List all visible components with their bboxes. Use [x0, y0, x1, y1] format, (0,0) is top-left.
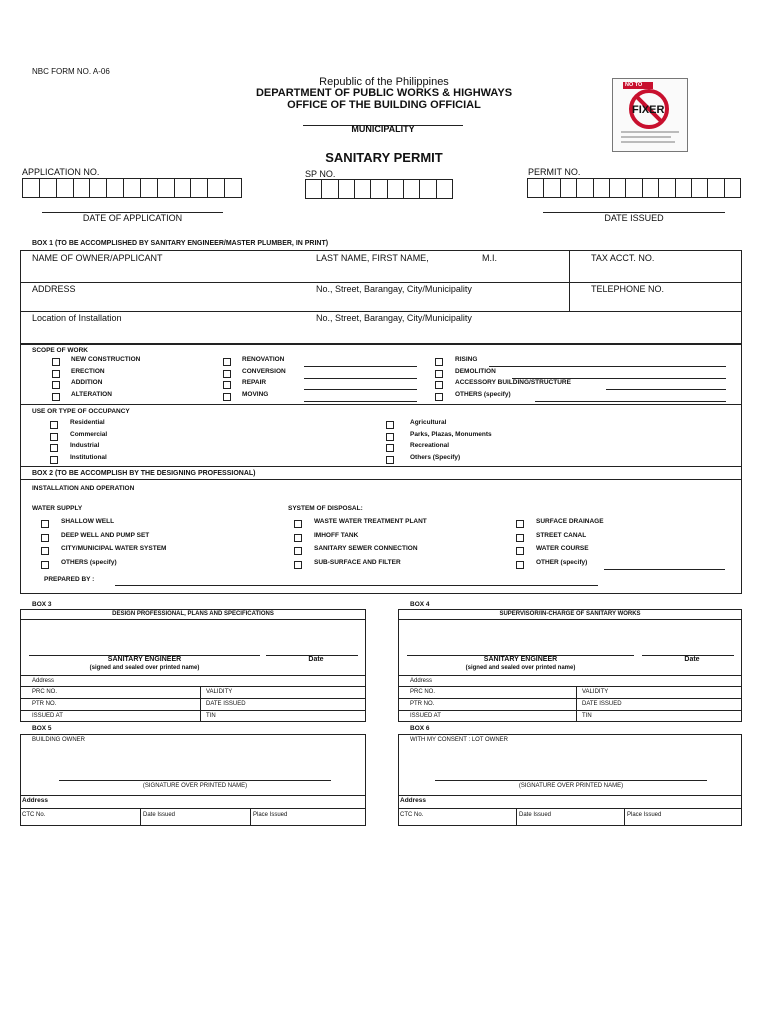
box6-col-1	[516, 808, 517, 826]
scope-rising: RISING	[455, 356, 478, 363]
box2-title-divider	[20, 479, 742, 480]
checkbox-surface-drainage[interactable]	[516, 520, 524, 528]
scope-divider	[20, 404, 742, 405]
box6-address-label: Address	[400, 797, 427, 804]
box4-signed-label: (signed and sealed over printed name)	[465, 665, 576, 671]
box3-engineer-label: SANITARY ENGINEER	[107, 656, 182, 663]
water-others: OTHERS (specify)	[61, 559, 117, 566]
box6-label: BOX 6	[410, 725, 430, 732]
repair-specify-line[interactable]	[304, 389, 417, 390]
permit-no-field[interactable]	[527, 178, 741, 198]
logo-top-text: NO TO	[625, 82, 643, 88]
box6-col-2	[624, 808, 625, 826]
box3-validity-label: VALIDITY	[206, 689, 233, 695]
checkbox-water-course[interactable]	[516, 547, 524, 555]
occupancy-agricultural: Agricultural	[410, 419, 447, 426]
box5-place-issued-label: Place Issued	[253, 812, 288, 818]
water-supply-label: WATER SUPPLY	[32, 505, 83, 512]
form-number: NBC FORM NO. A-06	[32, 67, 110, 76]
address-format-label: No., Street, Barangay, City/Municipality	[316, 284, 472, 294]
box3-row-c	[20, 698, 366, 699]
checkbox-institutional[interactable]	[50, 456, 58, 464]
occupancy-title: USE OR TYPE OF OCCUPANCY	[32, 408, 130, 415]
box5-date-issued-label: Date Issued	[143, 812, 176, 818]
municipality-label: MUNICIPALITY	[351, 124, 415, 134]
box4-row-b	[398, 686, 742, 687]
installation-label: INSTALLATION AND OPERATION	[32, 485, 135, 492]
sp-no-label: SP NO.	[305, 169, 336, 179]
permit-no-label: PERMIT NO.	[528, 167, 581, 177]
checkbox-alteration[interactable]	[52, 393, 60, 401]
page-title: SANITARY PERMIT	[325, 150, 443, 165]
scope-box2-section	[20, 344, 742, 594]
box5-col-2	[250, 808, 251, 826]
box5-row-a	[20, 795, 366, 796]
box6-signature-label: (SIGNATURE OVER PRINTED NAME)	[518, 783, 624, 789]
box4-address-label: Address	[410, 678, 433, 684]
water-city-system: CITY/MUNICIPAL WATER SYSTEM	[61, 545, 167, 552]
disposal-surface-drainage: SURFACE DRAINAGE	[536, 518, 604, 525]
checkbox-deep-well[interactable]	[41, 534, 49, 542]
moving-specify-line[interactable]	[304, 401, 417, 402]
box6-row-a	[398, 795, 742, 796]
header-department: DEPARTMENT OF PUBLIC WORKS & HIGHWAYS	[255, 87, 513, 99]
box3-date-label: Date	[308, 656, 324, 663]
box3-tin-label: TIN	[206, 713, 216, 719]
scope-renovation: RENOVATION	[242, 356, 285, 363]
accessory-specify-line[interactable]	[606, 389, 726, 390]
checkbox-sub-surface[interactable]	[294, 561, 302, 569]
box4-title: SUPERVISOR/IN-CHARGE OF SANITARY WORKS	[499, 611, 641, 617]
checkbox-waste-water[interactable]	[294, 520, 302, 528]
telephone-label: TELEPHONE NO.	[591, 284, 665, 294]
box5-row-b	[20, 808, 366, 809]
box6-row-b	[398, 808, 742, 809]
conversion-specify-line[interactable]	[304, 378, 417, 379]
checkbox-disposal-other[interactable]	[516, 561, 524, 569]
box3-label: BOX 3	[32, 601, 52, 608]
application-no-field[interactable]	[22, 178, 242, 198]
disposal-waste-water: WASTE WATER TREATMENT PLANT	[314, 518, 427, 525]
occupancy-divider	[20, 466, 742, 467]
checkbox-parks[interactable]	[386, 433, 394, 441]
scope-title: SCOPE OF WORK	[32, 347, 88, 354]
box4-row-c	[398, 698, 742, 699]
checkbox-recreational[interactable]	[386, 444, 394, 452]
checkbox-moving[interactable]	[223, 393, 231, 401]
box3-signed-label: (signed and sealed over printed name)	[89, 665, 200, 671]
water-shallow-well: SHALLOW WELL	[61, 518, 115, 525]
checkbox-city-water[interactable]	[41, 547, 49, 555]
address-label: ADDRESS	[32, 284, 76, 294]
checkbox-commercial[interactable]	[50, 433, 58, 441]
box6-date-issued-label: Date Issued	[519, 812, 552, 818]
box5-title: BUILDING OWNER	[32, 737, 86, 743]
owner-label: NAME OF OWNER/APPLICANT	[32, 253, 163, 263]
checkbox-agricultural[interactable]	[386, 421, 394, 429]
box4-date-label: Date	[684, 656, 700, 663]
checkbox-renovation[interactable]	[223, 358, 231, 366]
box1-section	[20, 250, 742, 344]
scope-others-specify-line[interactable]	[535, 401, 726, 402]
checkbox-addition[interactable]	[52, 381, 60, 389]
checkbox-street-canal[interactable]	[516, 534, 524, 542]
box3-prc-label: PRC NO.	[32, 689, 58, 695]
application-no-label: APPLICATION NO.	[22, 167, 100, 177]
box4-row-d	[398, 710, 742, 711]
scope-addition: ADDITION	[71, 379, 103, 386]
date-of-application-label: DATE OF APPLICATION	[82, 213, 183, 223]
disposal-sewer: SANITARY SEWER CONNECTION	[314, 545, 418, 552]
disposal-sub-surface: SUB-SURFACE AND FILTER	[314, 559, 401, 566]
occupancy-industrial: Industrial	[70, 442, 100, 449]
box1-divider-2	[20, 311, 742, 312]
disposal-street-canal: STREET CANAL	[536, 532, 587, 539]
box4-date-issued-label: DATE ISSUED	[582, 701, 622, 707]
checkbox-repair[interactable]	[223, 381, 231, 389]
occupancy-recreational: Recreational	[410, 442, 450, 449]
last-first-name-label: LAST NAME, FIRST NAME,	[316, 253, 429, 263]
box6-place-issued-label: Place Issued	[627, 812, 662, 818]
no-to-fixer-logo	[612, 78, 688, 152]
box5-col-1	[140, 808, 141, 826]
occupancy-institutional: Institutional	[70, 454, 107, 461]
prepared-by-line[interactable]	[115, 585, 598, 586]
scope-conversion: CONVERSION	[242, 368, 286, 375]
box6-title: WITH MY CONSENT : LOT OWNER	[410, 737, 509, 743]
scope-moving: MOVING	[242, 391, 269, 398]
occupancy-parks: Parks, Plazas, Monuments	[410, 431, 492, 438]
renovation-specify-line[interactable]	[304, 366, 417, 367]
scope-others: OTHERS (specify)	[455, 391, 511, 398]
box4-label: BOX 4	[410, 601, 430, 608]
checkbox-accessory[interactable]	[435, 381, 443, 389]
disposal-label: SYSTEM OF DISPOSAL:	[288, 505, 363, 512]
header-republic: Republic of the Philippines	[319, 76, 449, 88]
scope-accessory: ACCESSORY BUILDING/STRUCTURE	[455, 379, 571, 386]
occupancy-residential: Residential	[70, 419, 105, 426]
location-format-label: No., Street, Barangay, City/Municipality	[316, 313, 472, 323]
location-label: Location of Installation	[32, 313, 122, 323]
box4-tin-label: TIN	[582, 713, 592, 719]
box5-signature-label: (SIGNATURE OVER PRINTED NAME)	[142, 783, 248, 789]
disposal-other-specify-line[interactable]	[604, 569, 725, 570]
scope-repair: REPAIR	[242, 379, 267, 386]
checkbox-occupancy-others[interactable]	[386, 456, 394, 464]
scope-alteration: ALTERATION	[71, 391, 112, 398]
scope-erection: ERECTION	[71, 368, 105, 375]
box1-title: BOX 1 (TO BE ACCOMPLISHED BY SANITARY ENGINEER/MASTER PLUMBER, IN PRINT)	[32, 240, 329, 247]
occupancy-commercial: Commercial	[70, 431, 108, 438]
checkbox-shallow-well[interactable]	[41, 520, 49, 528]
rising-specify-line[interactable]	[489, 366, 726, 367]
box1-divider-1	[20, 282, 742, 283]
box4-col-divider	[576, 686, 577, 722]
tax-acct-label: TAX ACCT. NO.	[591, 253, 655, 263]
disposal-water-course: WATER COURSE	[536, 545, 589, 552]
checkbox-new-construction[interactable]	[52, 358, 60, 366]
box4-ptr-label: PTR NO.	[410, 701, 435, 707]
checkbox-conversion[interactable]	[223, 370, 231, 378]
prepared-by-label: PREPARED BY :	[44, 576, 95, 583]
box3-ptr-label: PTR NO.	[32, 701, 57, 707]
checkbox-industrial[interactable]	[50, 444, 58, 452]
box5-label: BOX 5	[32, 725, 52, 732]
checkbox-water-others[interactable]	[41, 561, 49, 569]
box3-issued-at-label: ISSUED AT	[32, 713, 63, 719]
header-office: OFFICE OF THE BUILDING OFFICIAL	[287, 99, 481, 111]
checkbox-demolition[interactable]	[435, 370, 443, 378]
checkbox-residential[interactable]	[50, 421, 58, 429]
checkbox-sewer[interactable]	[294, 547, 302, 555]
box3-title-divider	[20, 619, 366, 620]
box4-engineer-label: SANITARY ENGINEER	[483, 656, 558, 663]
logo-word: FIXER	[632, 104, 665, 116]
box3-date-issued-label: DATE ISSUED	[206, 701, 246, 707]
box6-ctc-label: CTC No.	[400, 812, 424, 818]
scope-demolition: DEMOLITION	[455, 368, 496, 375]
box1-vdivider	[569, 250, 570, 311]
box5-address-label: Address	[22, 797, 49, 804]
box4-validity-label: VALIDITY	[582, 689, 609, 695]
scope-new-construction: NEW CONSTRUCTION	[71, 356, 141, 363]
box4-prc-label: PRC NO.	[410, 689, 436, 695]
checkbox-imhoff[interactable]	[294, 534, 302, 542]
checkbox-erection[interactable]	[52, 370, 60, 378]
occupancy-others: Others (Specify)	[410, 454, 461, 461]
box6-signature-line[interactable]	[435, 780, 707, 781]
box2-title: BOX 2 (TO BE ACCOMPLISH BY THE DESIGNING PROFESSIONAL)	[32, 470, 256, 477]
disposal-other: OTHER (specify)	[536, 559, 588, 566]
sp-no-field[interactable]	[305, 179, 453, 199]
box5-ctc-label: CTC No.	[22, 812, 46, 818]
checkbox-scope-others[interactable]	[435, 393, 443, 401]
box3-row-d	[20, 710, 366, 711]
box3-row-b	[20, 686, 366, 687]
box3-col-divider	[200, 686, 201, 722]
water-deep-well: DEEP WELL AND PUMP SET	[61, 532, 150, 539]
box4-issued-at-label: ISSUED AT	[410, 713, 441, 719]
box5-signature-line[interactable]	[59, 780, 331, 781]
disposal-imhoff: IMHOFF TANK	[314, 532, 359, 539]
box4-title-divider	[398, 619, 742, 620]
date-issued-label: DATE ISSUED	[604, 213, 664, 223]
box3-row-a	[20, 675, 366, 676]
checkbox-rising[interactable]	[435, 358, 443, 366]
box4-row-a	[398, 675, 742, 676]
box3-title: DESIGN PROFESSIONAL, PLANS AND SPECIFICATIONS	[112, 611, 274, 617]
box3-address-label: Address	[32, 678, 55, 684]
mi-label: M.I.	[482, 253, 497, 263]
